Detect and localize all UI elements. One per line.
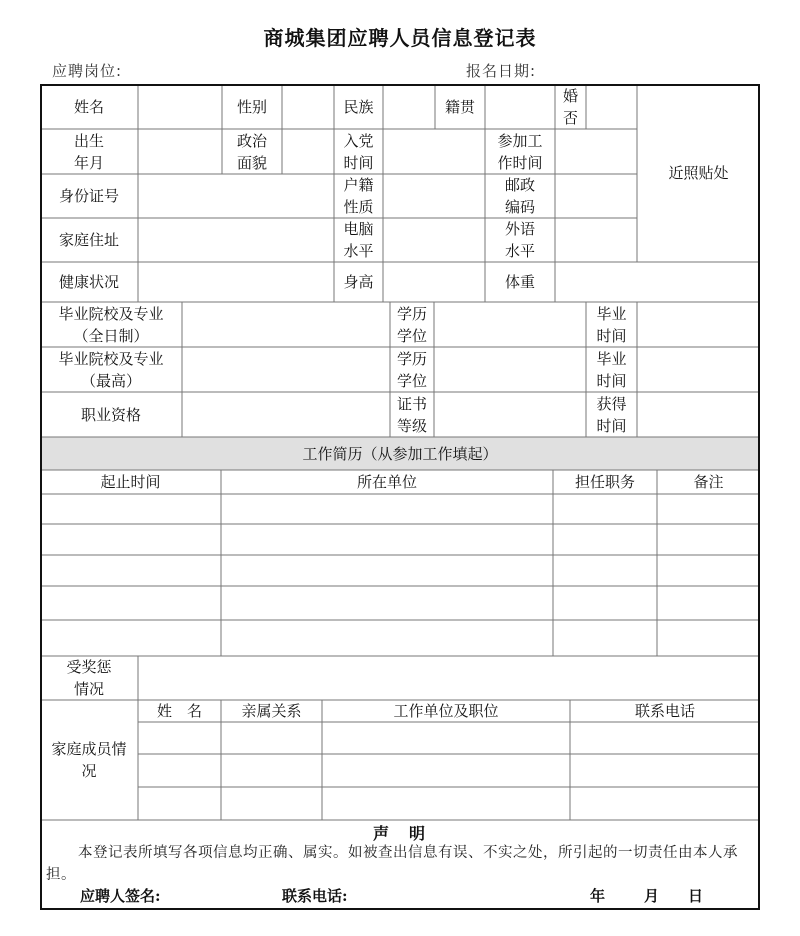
- label-school-highest: 毕业院校及专业 （最高）: [58, 349, 164, 390]
- label-name: 姓名: [73, 97, 104, 116]
- label-hukou-type: 户籍 性质: [343, 176, 374, 216]
- form-title: 商城集团应聘人员信息登记表: [263, 26, 537, 50]
- col-family-name: 姓 名: [156, 702, 202, 720]
- label-computer-level: 电脑 水平: [343, 220, 374, 260]
- label-weight: 体重: [504, 273, 535, 291]
- label-degree-fulltime: 学历 学位: [396, 304, 427, 345]
- label-political-status: 政治 面貌: [236, 131, 267, 172]
- col-family-employer: 工作单位及职位: [393, 702, 499, 720]
- label-grad-time-highest: 毕业 时间: [596, 349, 627, 390]
- label-birth-date: 出生 年月: [73, 131, 104, 172]
- label-ethnicity: 民族: [343, 97, 374, 116]
- label-height: 身高: [343, 273, 374, 291]
- label-party-join-date: 入党 时间: [343, 131, 374, 172]
- label-hometown: 籍贯: [444, 97, 475, 116]
- declaration-text: 本登记表所填写各项信息均正确、属实。如被查出信息有误、不实之处，所引起的一切责任由本人承担。: [46, 845, 738, 883]
- label-home-address: 家庭住址: [58, 231, 119, 249]
- col-family-phone: 联系电话: [634, 702, 695, 720]
- position-applied-label: 应聘岗位:: [52, 62, 123, 80]
- signature-label: 应聘人签名:: [80, 887, 161, 905]
- label-cert-level: 证书 等级: [396, 394, 427, 435]
- label-qualification: 职业资格: [80, 405, 141, 424]
- label-family-members: 家庭成员情 况: [51, 740, 127, 780]
- registration-table: [40, 84, 760, 910]
- declaration-title: 声 明: [372, 824, 427, 843]
- label-school-fulltime: 毕业院校及专业 （全日制）: [58, 304, 164, 345]
- label-obtained-time: 获得 时间: [596, 394, 627, 435]
- date-day-label: 日: [688, 887, 704, 905]
- label-work-start-date: 参加工 作时间: [497, 131, 543, 172]
- label-awards: 受奖惩 情况: [66, 658, 112, 698]
- label-marital-status: 婚 否: [562, 86, 578, 127]
- label-language-level: 外语 水平: [504, 220, 535, 260]
- label-grad-time-fulltime: 毕业 时间: [596, 304, 627, 345]
- col-position: 担任职务: [574, 473, 635, 491]
- col-family-relation: 亲属关系: [241, 702, 302, 720]
- label-postcode: 邮政 编码: [504, 176, 535, 216]
- col-note: 备注: [693, 473, 724, 491]
- col-period: 起止时间: [100, 473, 161, 491]
- date-year-label: 年: [590, 887, 606, 905]
- label-health: 健康状况: [58, 273, 119, 291]
- label-gender: 性别: [236, 97, 267, 116]
- col-employer: 所在单位: [356, 473, 417, 491]
- work-history-heading: 工作简历（从参加工作填起）: [302, 444, 498, 463]
- photo-placeholder: 近照贴处: [668, 164, 729, 182]
- application-date-label: 报名日期:: [466, 62, 537, 80]
- label-id-number: 身份证号: [58, 187, 119, 205]
- contact-phone-label: 联系电话:: [282, 887, 348, 905]
- date-month-label: 月: [644, 887, 660, 905]
- label-degree-highest: 学历 学位: [396, 349, 427, 390]
